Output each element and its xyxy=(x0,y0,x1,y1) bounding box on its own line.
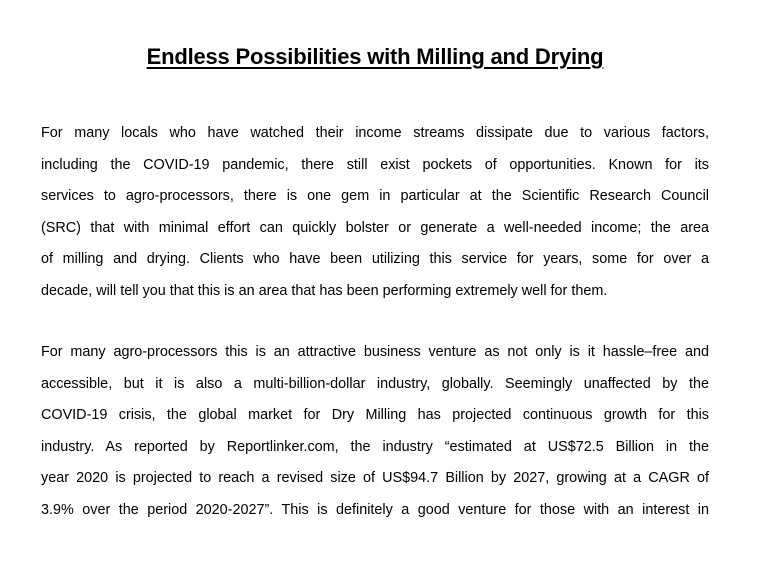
paragraph-line: year 2020 is projected to reach a revised size of US$94.7 Billion by 2027, growing at a CAGR of xyxy=(41,470,709,486)
paragraph-line: For many locals who have watched their income streams dissipate due to various factors, xyxy=(41,125,709,141)
paragraph-line: For many agro-processors this is an attractive business venture as not only is it hassle–free and xyxy=(41,344,709,360)
paragraph-line: industry. As reported by Reportlinker.com, the industry “estimated at US$72.5 Billion in the xyxy=(41,438,709,455)
paragraph-line: of milling and drying. Clients who have been utilizing this service for years, some for over a xyxy=(41,251,709,267)
document-title: Endless Possibilities with Milling and Drying xyxy=(146,44,604,69)
paragraph-line: including the COVID-19 pandemic, there still exist pockets of opportunities. Known for its xyxy=(41,156,709,173)
paragraph-1 xyxy=(41,118,709,307)
paragraph-line: (SRC) that with minimal effort can quickly bolster or generate a well-needed income; the area xyxy=(41,219,709,236)
paragraph-line: accessible, but it is also a multi-billion-dollar industry, globally. Seemingly unaffected by the xyxy=(41,375,709,392)
paragraph-line: 3.9% over the period 2020-2027”. This is definitely a good venture for those with an interest in xyxy=(41,501,709,518)
paragraph-line: services to agro-processors, there is one gem in particular at the Scientific Research Council xyxy=(41,188,709,204)
paragraph-line: COVID-19 crisis, the global market for Dry Milling has projected continuous growth for this xyxy=(41,407,709,423)
paragraph-2 xyxy=(41,337,709,526)
paragraph-line: decade, will tell you that this is an area that has been performing extremely well for them. xyxy=(41,282,608,299)
